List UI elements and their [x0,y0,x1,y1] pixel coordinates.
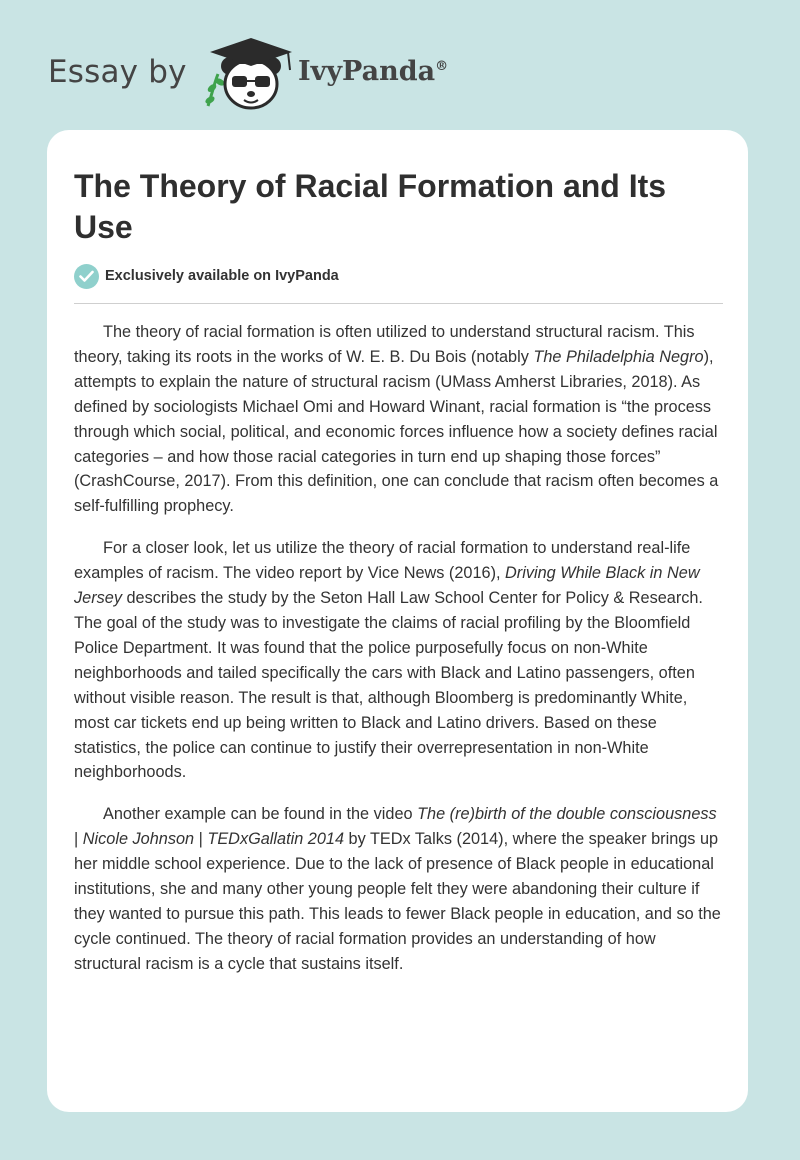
paragraph-text: | [74,830,83,849]
title-divider [74,303,723,304]
checkmark-icon [74,264,99,289]
essay-by-label: Essay by [48,54,187,90]
essay-card [47,130,748,1112]
italic-title-text: Nicole Johnson [82,830,195,849]
panda-logo-icon[interactable] [200,36,296,112]
site-header [48,34,508,114]
exclusive-badge-label: Exclusively available on IvyPanda [105,268,339,284]
italic-title-text: TEDxGallatin 2014 [207,830,345,849]
paragraph-text: Another example can be found in the video [103,805,418,824]
paragraph-text: by TEDx Talks (2014), where the speaker brings up her middle school experience. Due to the lack of presence of Black people in educational institutions, she and many other young people felt they were abandoning their culture if they wanted to pursue this path. This leads to fewer Black people in education, and so the cycle continued. The theory of racial formation provides an understanding of how structural racism is a cycle that sustains itself. [74,830,721,973]
paragraph-text: ), attempts to explain the nature of structural racism (UMass Amherst Libraries, 2018). As defined by sociologists Michael Omi and Howard Winant, racial formation is “the process through which social, political, and economic forces influence how a society defines racial categories – and how those racial categories in turn end up shaping those forces” (CrashCourse, 2017). From this definition, one can conclude that racism often becomes a self-fulfilling prophecy. [74,347,719,516]
paragraph [74,536,723,785]
ivypanda-brand-name: IvyPanda® [298,56,449,87]
paragraph-text: | [194,830,208,849]
essay-body [74,320,723,994]
exclusive-badge [74,262,339,290]
paragraph-text: describes the study by the Seton Hall Law School Center for Policy & Research. The goal of the study was to investigate the claims of racial profiling by the Bloomfield Police Department. It was found that the police purposefully focus on non-White neighborhoods and tailed specifically the cars with Black and Latino passengers, often without visible reason. The result is that, although Bloomberg is predominantly White, most car tickets end up being written to Black and Latino drivers. Based on these statistics, the police can continue to justify their overrepresentation in non-White neighborhoods. [74,589,703,782]
paragraph [74,802,723,976]
paragraph-text: The theory of racial formation is often utilized to understand structural racism. This theory, taking its roots in the works of W. E. B. Du Bois (notably [74,323,695,366]
paragraph-text: For a closer look, let us utilize the theory of racial formation to understand real-life examples of racism. The video report by Vice News (2016), [74,539,691,583]
paragraph [74,320,723,519]
italic-title-text: The (re)birth of the double consciousness [417,805,717,824]
essay-title: The Theory of Racial Formation and Its Use [74,168,667,245]
italic-title-text: The Philadelphia Negro [533,347,704,366]
italic-title-text: Driving While Black in New Jersey [74,564,700,608]
